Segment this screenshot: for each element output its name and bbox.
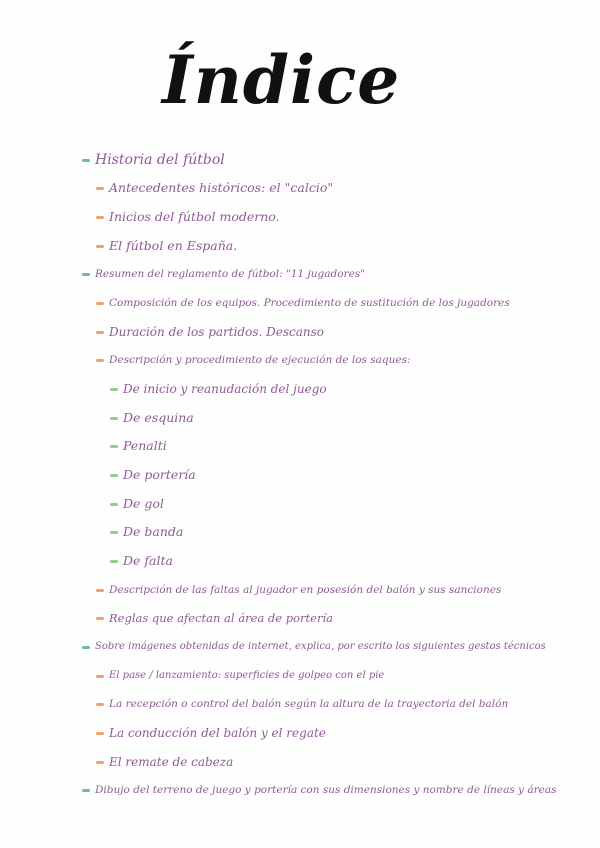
bullet-dash-icon [96,331,104,334]
index-entry [96,666,384,686]
index-entry [96,322,324,342]
bullet-dash-icon [110,445,118,448]
index-entry [96,694,508,714]
index-entry [96,178,333,198]
bullet-dash-icon [96,245,104,248]
index-entry [96,752,233,772]
bullet-dash-icon [110,560,118,563]
index-entry [96,350,411,370]
bullet-dash-icon [110,417,118,420]
index-entry [82,780,556,800]
index-entry [82,264,365,284]
index-entry-text: Sobre imágenes obtenidas de internet, explica, por escrito los siguientes gestos técnicos [95,641,546,652]
page-title: Índice [162,41,401,119]
index-entry-text: Historia del fútbol [95,152,225,168]
bullet-dash-icon [82,159,90,162]
index-entry [96,207,280,227]
bullet-dash-icon [96,703,104,706]
index-entry [110,522,183,542]
index-entry-text: La recepción o control del balón según la altura de la trayectoria del balón [109,698,509,710]
bullet-dash-icon [82,273,90,276]
bullet-dash-icon [96,187,104,190]
index-entry-text: Dibujo del terreno de juego y portería con sus dimensiones y nombre de líneas y áreas [95,784,557,796]
bullet-dash-icon [96,302,104,305]
index-entry [110,436,167,456]
bullet-dash-icon [96,359,104,362]
index-entry-text: De portería [123,467,196,482]
index-entry [96,236,237,256]
index-entry-text: Descripción y procedimiento de ejecución de los saques: [109,354,411,366]
bullet-dash-icon [96,589,104,592]
index-entry-text: Descripción de las faltas al jugador en posesión del balón y sus sanciones [109,584,502,596]
index-entry [82,637,546,657]
index-entry [110,551,173,571]
bullet-dash-icon [96,216,104,219]
bullet-dash-icon [96,675,104,678]
bullet-dash-icon [110,503,118,506]
index-entry [96,723,326,743]
index-entry-text: El pase / lanzamiento: superficies de golpeo con el pie [109,670,385,681]
index-entry [96,608,333,628]
index-entry-text: Inicios del fútbol moderno. [109,209,280,224]
bullet-dash-icon [110,474,118,477]
index-entry-text: La conducción del balón y el regate [109,726,326,740]
index-entry [96,293,510,313]
index-entry-text: El remate de cabeza [109,755,234,769]
index-entry-text: El fútbol en España. [109,238,238,253]
index-entry [82,150,225,170]
bullet-dash-icon [96,732,104,735]
index-entry-text: De gol [123,496,164,511]
index-entry-text: De banda [123,524,184,539]
index-entry-text: Reglas que afectan al área de portería [109,611,333,625]
bullet-dash-icon [110,388,118,391]
index-entry [110,494,164,514]
index-entry-text: De inicio y reanudación del juego [123,382,327,396]
index-entry [110,465,196,485]
bullet-dash-icon [110,531,118,534]
index-entry-text: Antecedentes históricos: el "calcio" [109,180,334,195]
index-entry [110,408,194,428]
index-entry [96,580,501,600]
index-entry-text: Composición de los equipos. Procedimiento de sustitución de los jugadores [109,297,510,309]
index-entry-text: Penalti [123,438,167,453]
index-entry-text: Duración de los partidos. Descanso [109,325,324,339]
index-entry-text: De esquina [123,410,194,425]
bullet-dash-icon [82,789,90,792]
bullet-dash-icon [82,646,90,649]
index-entry [110,379,327,399]
index-entry-text: Resumen del reglamento de fútbol: "11 jugadores" [95,268,365,280]
bullet-dash-icon [96,761,104,764]
bullet-dash-icon [96,617,104,620]
index-entry-text: De falta [123,553,173,568]
